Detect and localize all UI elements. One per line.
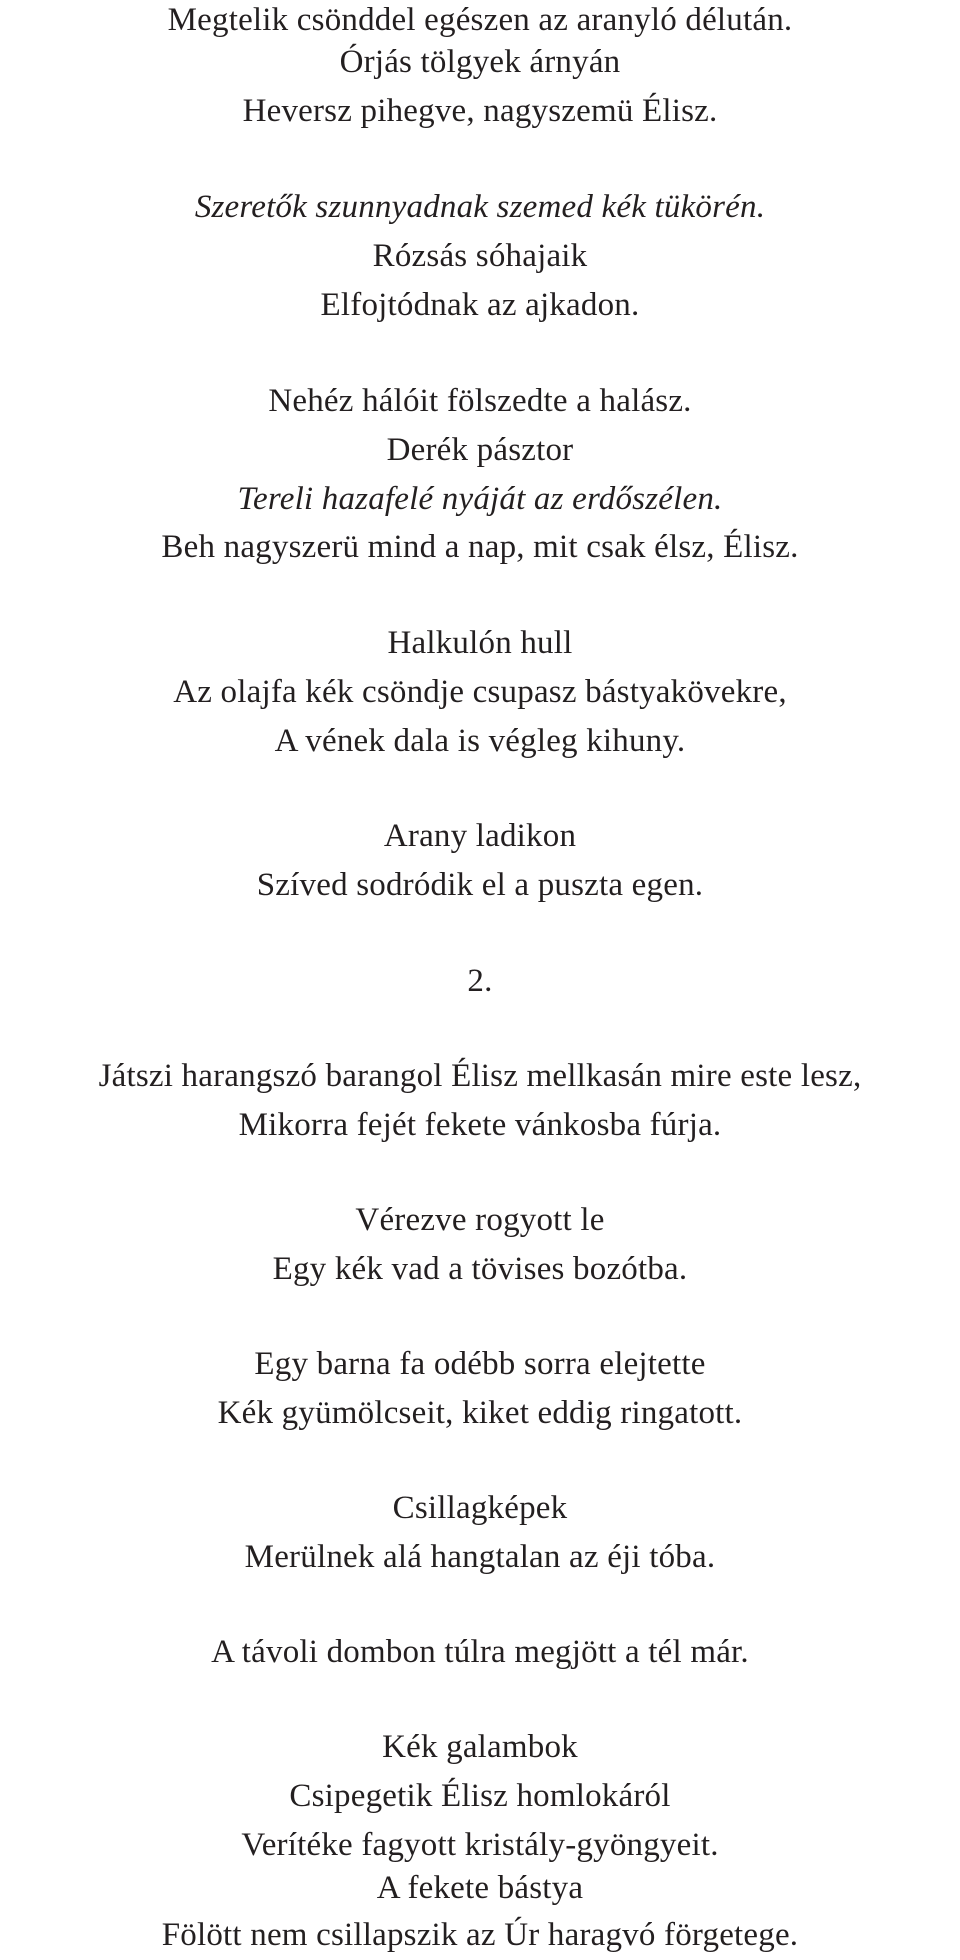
poem-line: Derék pásztor	[386, 432, 574, 468]
poem-line: Szíved sodródik el a puszta egen.	[256, 867, 704, 903]
poem-line: Csillagképek	[392, 1490, 568, 1526]
poem-line: Nehéz hálóit fölszedte a halász.	[268, 383, 692, 419]
poem-line: Csipegetik Élisz homlokáról	[289, 1778, 671, 1814]
poem-line: Játszi harangszó barangol Élisz mellkasán mire este lesz,	[98, 1058, 862, 1094]
poem-line: Arany ladikon	[383, 818, 577, 854]
poem-line: Órjás tölgyek árnyán	[339, 44, 621, 80]
poem-line: Vérezve rogyott le	[355, 1202, 605, 1238]
poem-line: Beh nagyszerü mind a nap, mit csak élsz, Élisz.	[161, 529, 799, 565]
poem-line: Rózsás sóhajaik	[372, 238, 588, 274]
poem-line: Mikorra fejét fekete vánkosba fúrja.	[238, 1107, 722, 1143]
poem-line: A vének dala is végleg kihuny.	[274, 723, 686, 759]
poem-line: A fekete bástya	[376, 1870, 584, 1906]
poem-line: A távoli dombon túlra megjött a tél már.	[211, 1634, 749, 1670]
poem-line: Elfojtódnak az ajkadon.	[320, 287, 640, 323]
poem-line: Megtelik csönddel egészen az aranyló délután.	[167, 2, 793, 38]
poem-line: Egy kék vad a tövises bozótba.	[272, 1251, 688, 1287]
poem-line: Kék galambok	[382, 1729, 578, 1765]
poem-line: Verítéke fagyott kristály-gyöngyeit.	[241, 1827, 719, 1863]
poem-line: Egy barna fa odébb sorra elejtette	[254, 1346, 706, 1382]
poem-line: Halkulón hull	[387, 625, 573, 661]
poem-line: Fölött nem csillapszik az Úr haragvó förgetege.	[161, 1917, 799, 1953]
poem-line: Kék gyümölcseit, kiket eddig ringatott.	[217, 1395, 743, 1431]
poem-line: Tereli hazafelé nyáját az erdőszélen.	[237, 481, 723, 517]
poem-line: Az olajfa kék csöndje csupasz bástyakövekre,	[173, 674, 787, 710]
poem-line: Szeretők szunnyadnak szemed kék tükörén.	[194, 189, 766, 225]
poem-line: Merülnek alá hangtalan az éji tóba.	[244, 1539, 716, 1575]
section-number: 2.	[467, 963, 493, 999]
poem-line: Heversz pihegve, nagyszemü Élisz.	[242, 93, 718, 129]
